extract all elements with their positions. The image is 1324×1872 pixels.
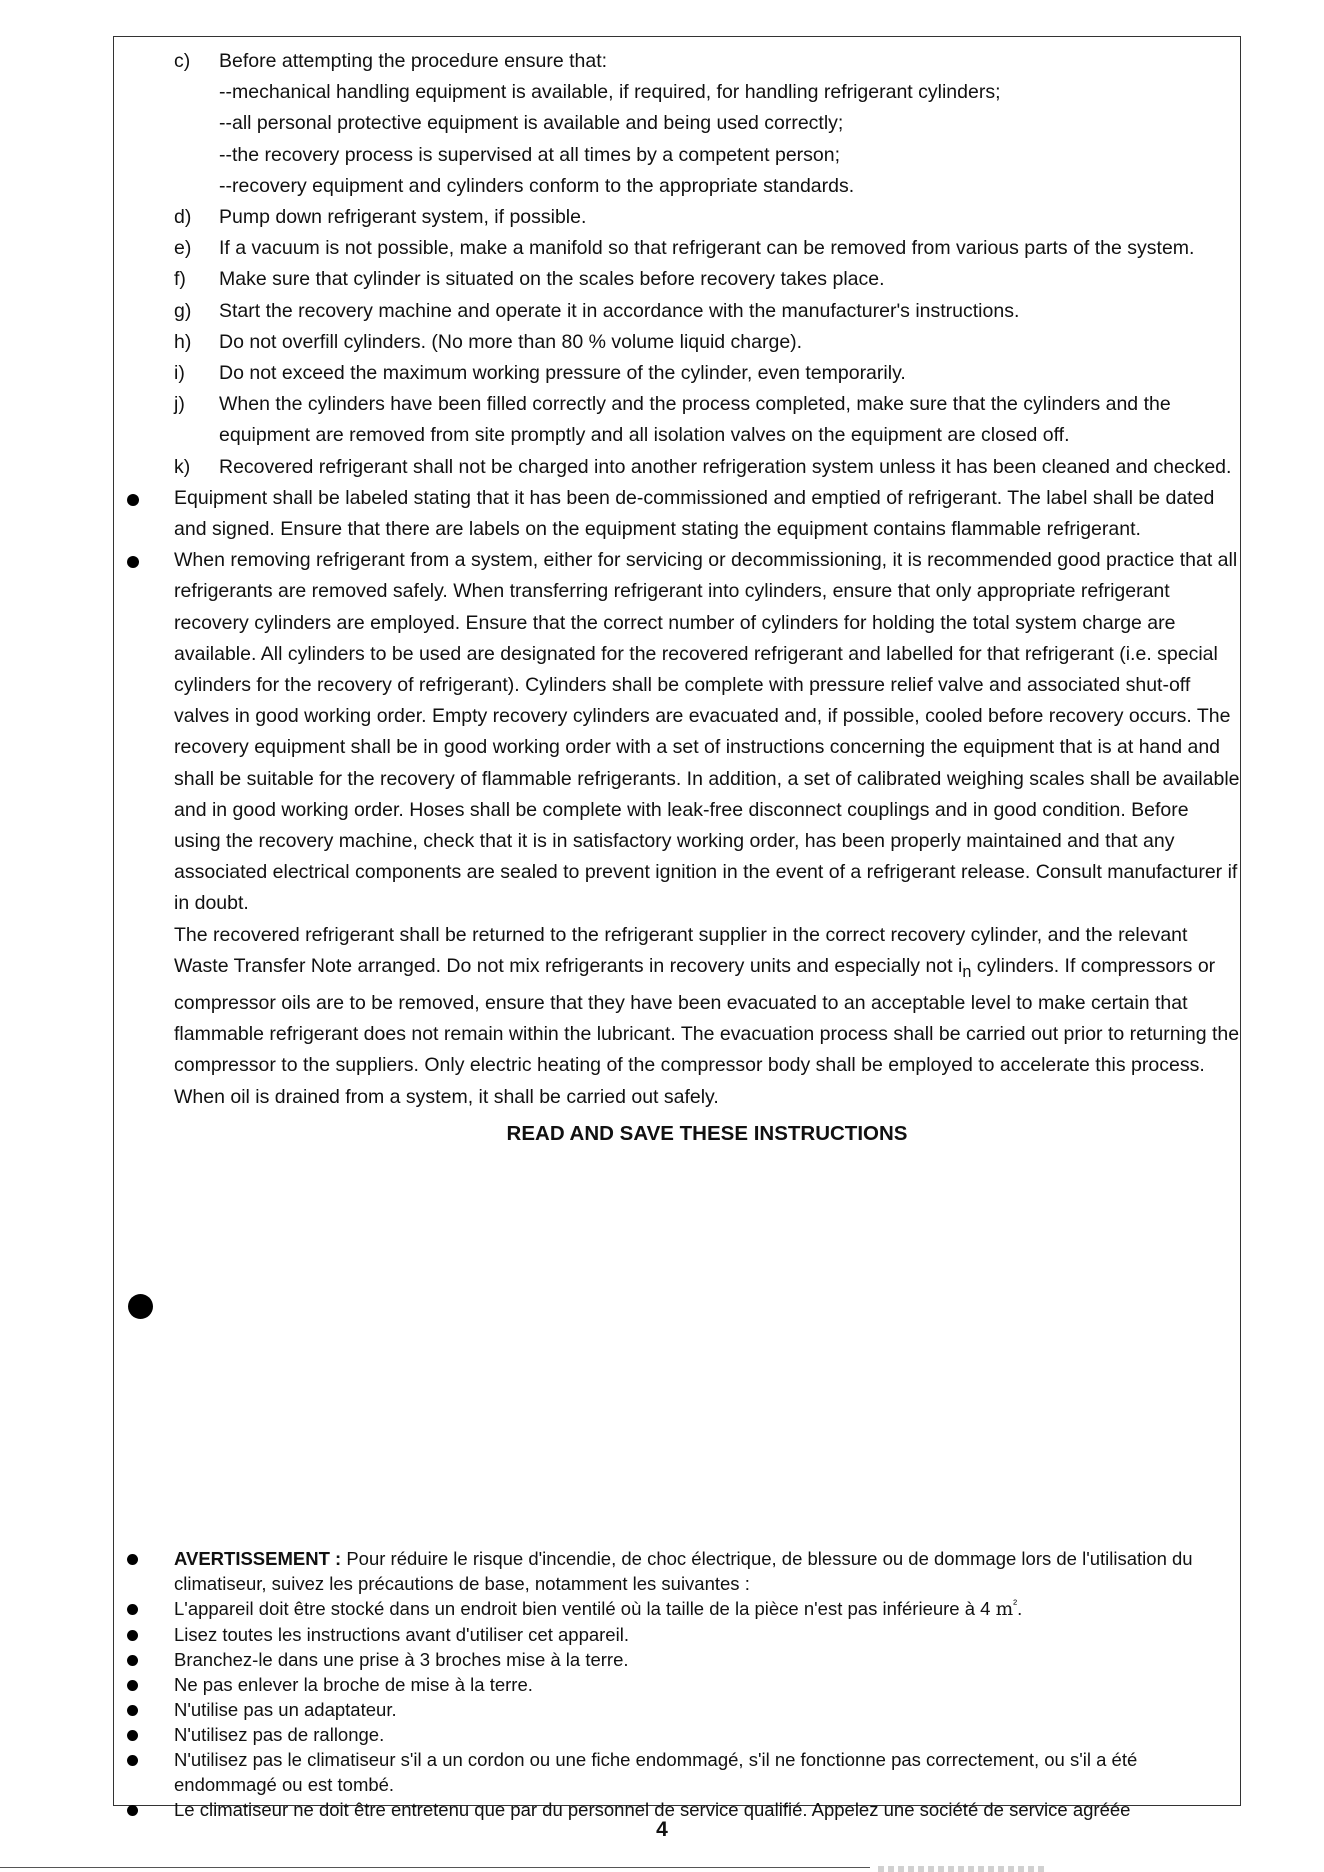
step-letter: e) [174, 237, 192, 260]
sub-item-standards [114, 171, 1240, 202]
instruction-text: N'utilisez pas de rallonge. [174, 1724, 385, 1745]
sub-item-handling [114, 77, 1240, 108]
step-letter: c) [174, 50, 191, 72]
bullet-icon [128, 1294, 153, 1319]
step-text: Recovered refrigerant shall not be charged into another refrigeration system unless it has been cleaned and checked. [219, 455, 1232, 478]
step-text: When the cylinders have been filled correctly and the process completed, make sure that the cylinders and the equipment are removed from site promptly and all isolation valves on the equipment are closed off. [219, 393, 1171, 447]
sub-item-text: --all personal protective equipment is available and being used correctly; [219, 112, 844, 135]
return-text-start: The recovered refrigerant shall be returned to the refrigerant supplier in the correct recovery cylinder, and the relevant Waste Transfer Note arranged. Do not mix refrigerants in recovery units and especially not i [174, 923, 1188, 977]
warning-text: Pour réduire le risque d'incendie, de choc électrique, de blessure ou de dommage lors de l'utilisation du climatiseur, suivez les précautions de base, notamment les suivantes : [174, 1548, 1193, 1594]
english-section [114, 46, 1240, 1149]
labelling-text: Equipment shall be labeled stating that it has been de-commissioned and emptied of refrigerant. The label shall be dated and signed. Ensure that there are labels on the equipment stating the equipment contains flammable refrigerant. [174, 486, 1215, 541]
return-subscript: n [962, 962, 972, 981]
step-letter: k) [174, 455, 191, 478]
step-text: Make sure that cylinder is situated on the scales before recovery takes place. [219, 268, 885, 291]
storage-text: L'appareil doit être stocké dans un endroit bien ventilé où la taille de la pièce n'est pas inférieure à 4 [174, 1598, 996, 1619]
section-heading: READ AND SAVE THESE INSTRUCTIONS [506, 1121, 908, 1145]
instruction-text: Lisez toutes les instructions avant d'utiliser cet appareil. [174, 1624, 629, 1645]
step-f [114, 264, 1240, 295]
bullet-icon [127, 1680, 138, 1691]
bullet-icon [127, 1655, 138, 1666]
labelling-bullet [114, 483, 1240, 545]
step-letter: h) [174, 330, 192, 353]
sub-item-text: --recovery equipment and cylinders conform to the appropriate standards. [219, 174, 855, 197]
instruction-item [114, 1647, 1240, 1672]
step-letter: g) [174, 299, 192, 322]
bullet-icon [127, 1805, 138, 1816]
sub-item-text: --mechanical handling equipment is available, if required, for handling refrigerant cylinders; [219, 81, 1001, 104]
step-text: Do not exceed the maximum working pressure of the cylinder, even temporarily. [219, 362, 906, 385]
french-section [114, 1546, 1240, 1822]
bullet-icon [127, 1730, 138, 1741]
step-i [114, 358, 1240, 389]
bullet-icon [127, 1630, 138, 1641]
bullet-icon [127, 1755, 138, 1766]
step-j [114, 389, 1240, 451]
bullet-icon [127, 1554, 138, 1565]
storage-text-end: . [1017, 1598, 1023, 1619]
step-letter: d) [174, 206, 192, 229]
step-e [114, 233, 1240, 264]
sub-item-supervision [114, 140, 1240, 171]
step-text: If a vacuum is not possible, make a manifold so that refrigerant can be removed from various parts of the system. [219, 237, 1195, 260]
instruction-item [114, 1722, 1240, 1747]
return-text-end: cylinders. If compressors or compressor oils are to be removed, ensure that they have been evacuated to an acceptable level to make certain that flammable refrigerant does not remain within the lubricant. The evacuation process shall be carried out prior to returning the compressor to the suppliers. Only electric heating of the compressor body shall be employed to accelerate this process. When oil is drained from a system, it shall be carried out safely. [174, 954, 1240, 1108]
bullet-icon [127, 556, 139, 568]
instruction-text: Branchez-le dans une prise à 3 broches mise à la terre. [174, 1649, 629, 1670]
step-text: Start the recovery machine and operate it in accordance with the manufacturer's instructions. [219, 299, 1020, 322]
instruction-text: Le climatiseur ne doit être entretenu que par du personnel de service qualifié. Appelez une société de service agréée [174, 1799, 1131, 1820]
instruction-text: N'utilisez pas le climatiseur s'il a un cordon ou une fiche endommagé, s'il ne fonctionne pas correctement, ou s'il a été endommagé ou est tombé. [174, 1749, 1138, 1795]
step-letter: f) [174, 268, 186, 291]
recovery-bullet [114, 545, 1240, 919]
storage-item [114, 1596, 1240, 1622]
bullet-icon [127, 1705, 138, 1716]
instruction-text: Ne pas enlever la broche de mise à la terre. [174, 1674, 533, 1695]
step-k [114, 452, 1240, 483]
step-c [114, 46, 1240, 77]
step-d [114, 202, 1240, 233]
instruction-item [114, 1672, 1240, 1697]
area-unit-exponent: ² [1013, 1596, 1018, 1611]
instruction-item [114, 1622, 1240, 1647]
step-letter: j) [174, 393, 185, 416]
sub-item-ppe [114, 108, 1240, 139]
page-frame [113, 36, 1241, 1820]
footer-rule-fragment [878, 1866, 1048, 1872]
return-paragraph [114, 920, 1240, 1113]
footer-rule [0, 1867, 870, 1868]
step-text: Do not overfill cylinders. (No more than 80 % volume liquid charge). [219, 330, 803, 353]
warning-item [114, 1546, 1240, 1596]
warning-label: AVERTISSEMENT : [174, 1548, 342, 1569]
page-number: 4 [656, 1818, 668, 1841]
step-text: Before attempting the procedure ensure that: [219, 50, 608, 72]
instruction-item [114, 1697, 1240, 1722]
bullet-icon [127, 494, 139, 506]
bullet-icon [127, 1604, 138, 1615]
instruction-text: N'utilise pas un adaptateur. [174, 1699, 397, 1720]
step-g [114, 296, 1240, 327]
area-unit: m [995, 1599, 1014, 1620]
sub-item-text: --the recovery process is supervised at all times by a competent person; [219, 143, 841, 166]
step-h [114, 327, 1240, 358]
recovery-text: When removing refrigerant from a system, either for servicing or decommissioning, it is recommended good practice that all refrigerants are removed safely. When transferring refrigerant into cylinders, ensure that only appropriate refrigerant recovery cylinders are employed. Ensure that the correct number of cylinders for holding the total system charge are available. All cylinders to be used are designated for the recovered refrigerant and labelled for that refrigerant (i.e. special cylinders for the recovery of refrigerant). Cylinders shall be complete with pressure relief valve and associated shut-off valves in good working order. Empty recovery cylinders are evacuated and, if possible, cooled before recovery occurs. The recovery equipment shall be in good working order with a set of instructions concerning the equipment that is at hand and shall be suitable for the recovery of flammable refrigerants. In addition, a set of calibrated weighing scales shall be available and in good working order. Hoses shall be complete with leak-free disconnect couplings and in good condition. Before using the recovery machine, check that it is in satisfactory working order, has been properly maintained and that any associated electrical components are sealed to prevent ignition in the event of a refrigerant release. Consult manufacturer if in doubt. [174, 549, 1240, 915]
instruction-item [114, 1747, 1240, 1797]
step-text: Pump down refrigerant system, if possible. [219, 206, 587, 229]
step-letter: i) [174, 362, 185, 385]
